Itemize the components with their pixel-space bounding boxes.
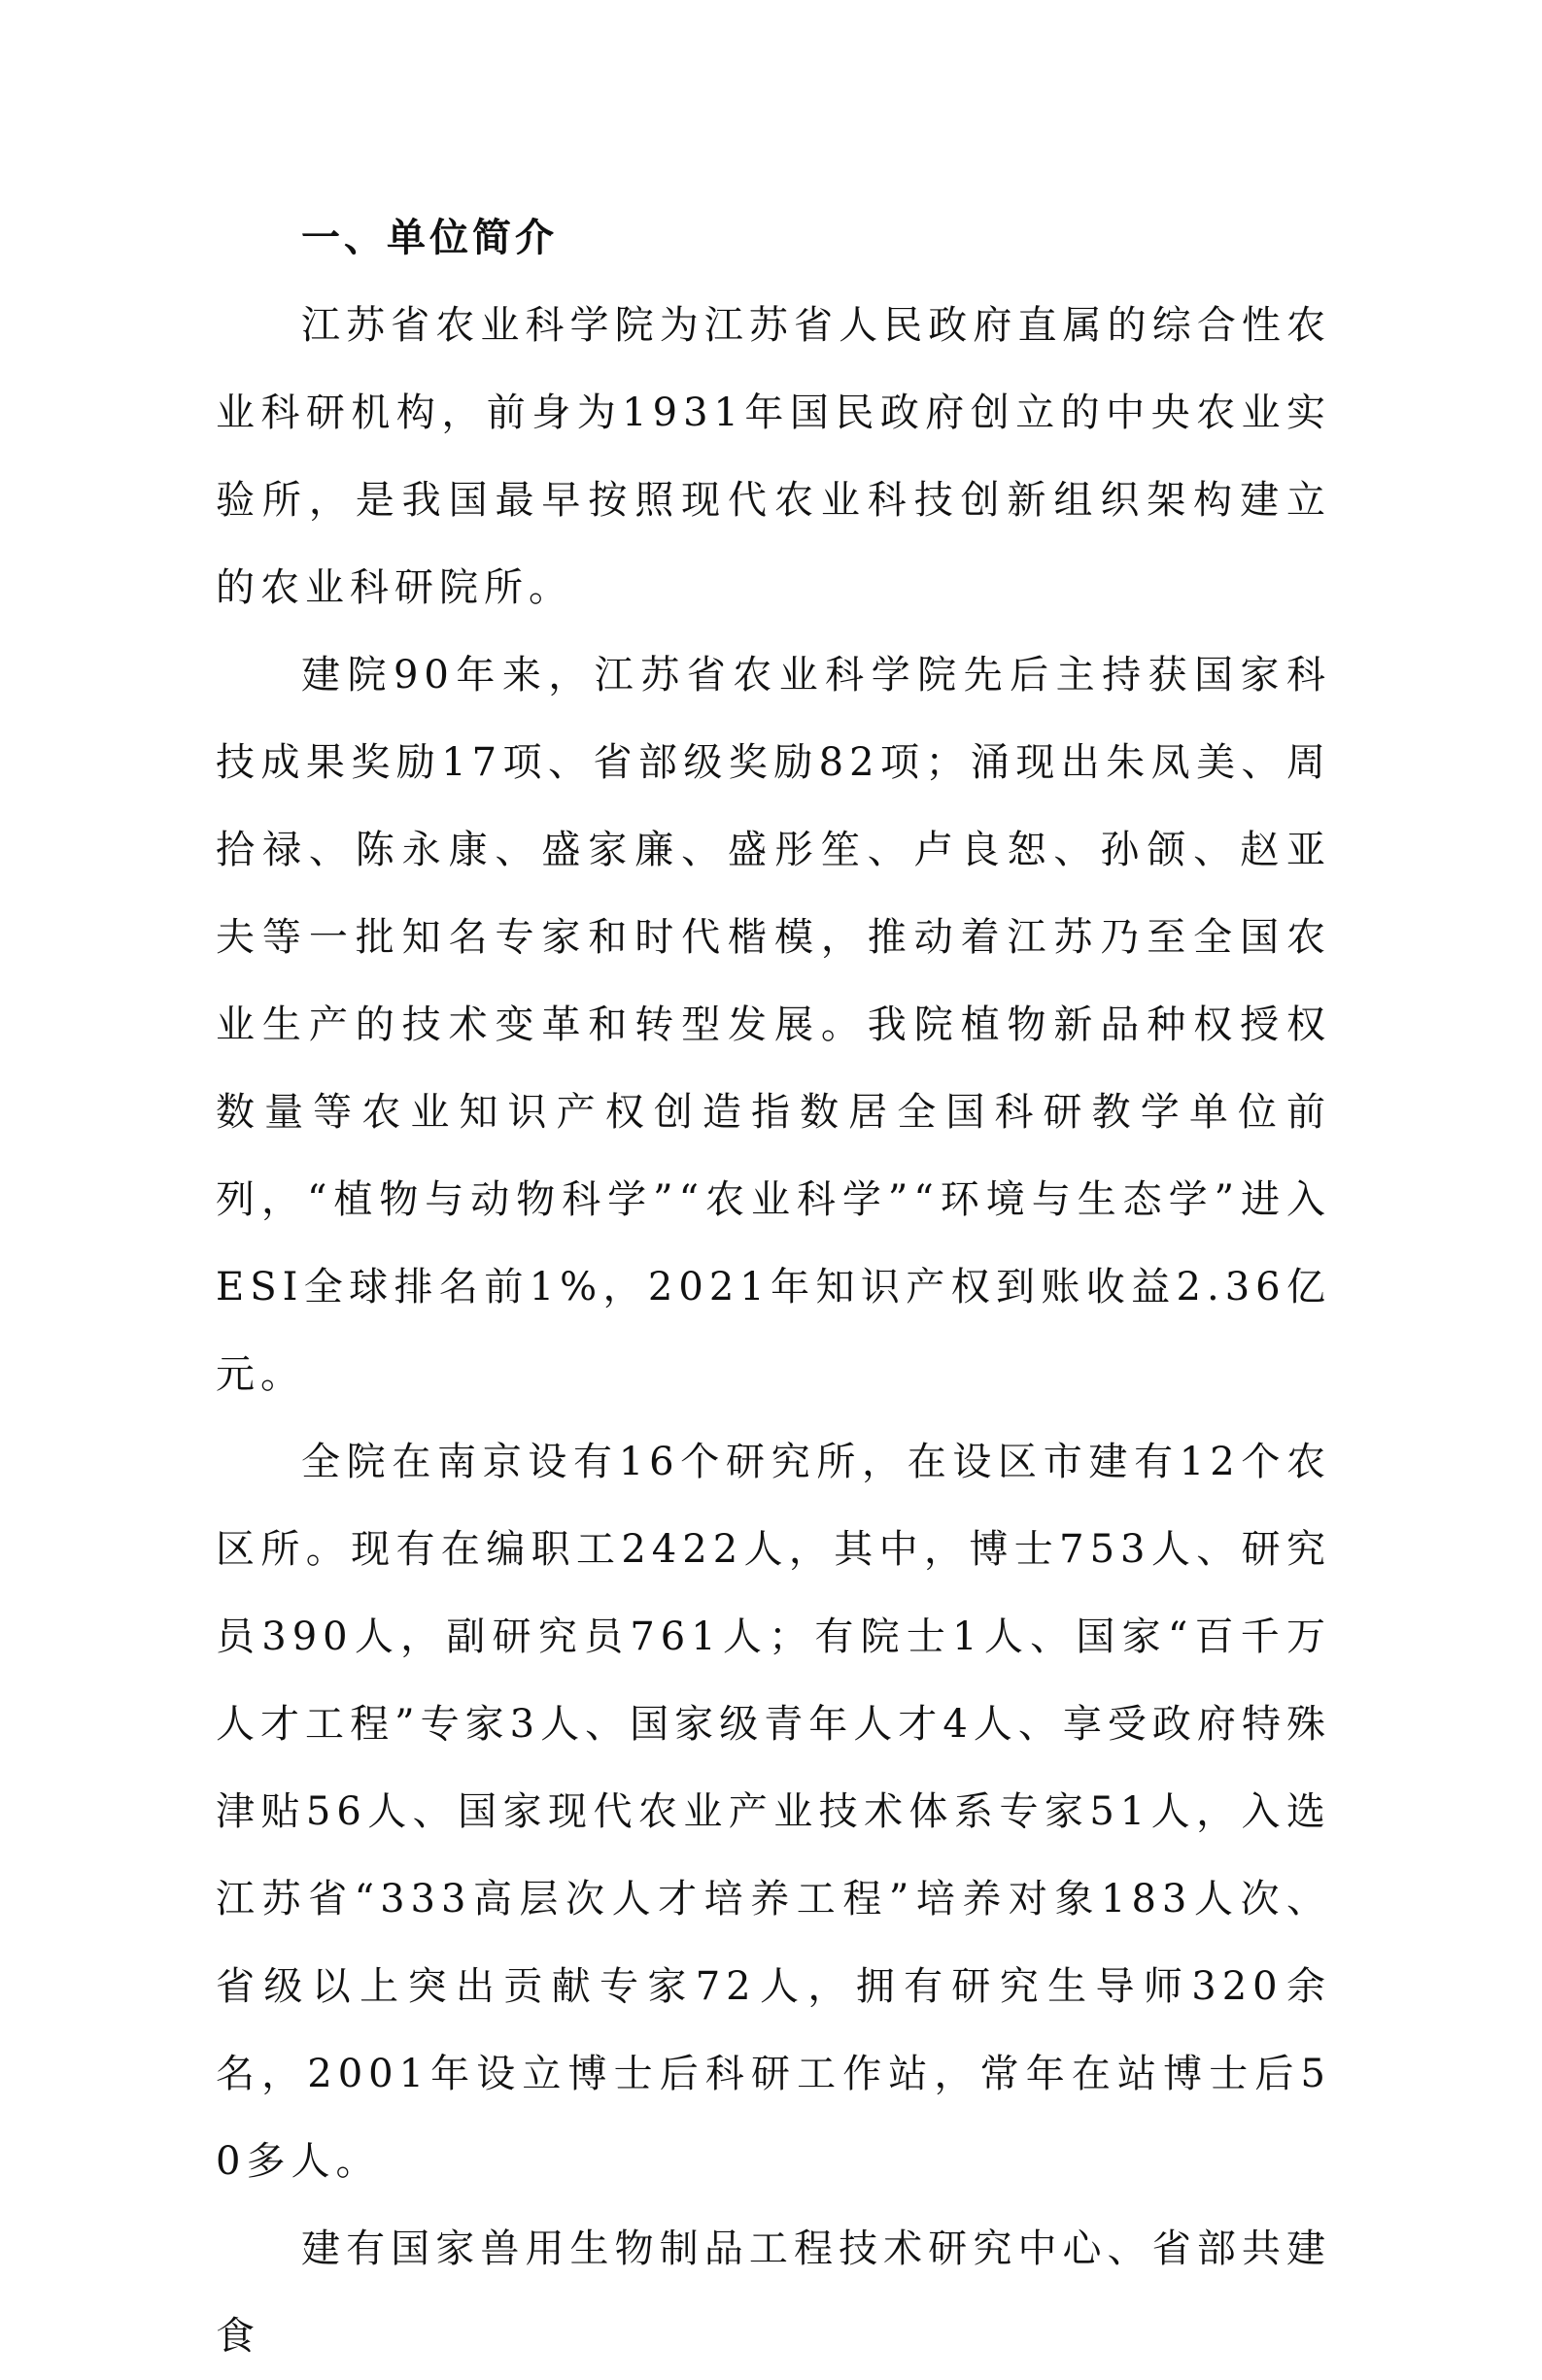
paragraph-achievements: 建院90年来，江苏省农业科学院先后主持获国家科技成果奖励17项、省部级奖励82项；涌现出朱凤美、周拾禄、陈永康、盛家廉、盛彤笙、卢良恕、孙颌、赵亚夫等一批知名专家和时代楷模，推动着江苏乃至全国农业生产的技术变革和转型发展。我院植物新品种权授权数量等农业知识产权创造指数居全国科研教学单位前列，“植物与动物科学”“农业科学”“环境与生态学”进入ESI全球排名前1%，2021年知识产权到账收益2.36亿元。 [216,653,1331,1397]
paragraph-facilities: 建有国家兽用生物制品工程技术研究中心、省部共建食 [216,2227,1331,2359]
paragraph-intro: 江苏省农业科学院为江苏省人民政府直属的综合性农业科研机构，前身为1931年国民政府创立的中央农业实验所，是我国最早按照现代农业科技创新组织架构建立的农业科研院所。 [216,303,1331,610]
document-body [216,194,1331,2380]
paragraph-staff: 全院在南京设有16个研究所，在设区市建有12个农区所。现有在编职工2422人，其中，博士753人、研究员390人，副研究员761人；有院士1人、国家“百千万人才工程”专家3人、国家级青年人才4人、享受政府特殊津贴56人、国家现代农业产业技术体系专家51人，入选江苏省“333高层次人才培养工程”培养对象183人次、省级以上突出贡献专家72人，拥有研究生导师320余名，2001年设立博士后科研工作站，常年在站博士后50多人。 [216,1440,1331,2184]
section-heading: 一、单位简介 [301,216,558,260]
